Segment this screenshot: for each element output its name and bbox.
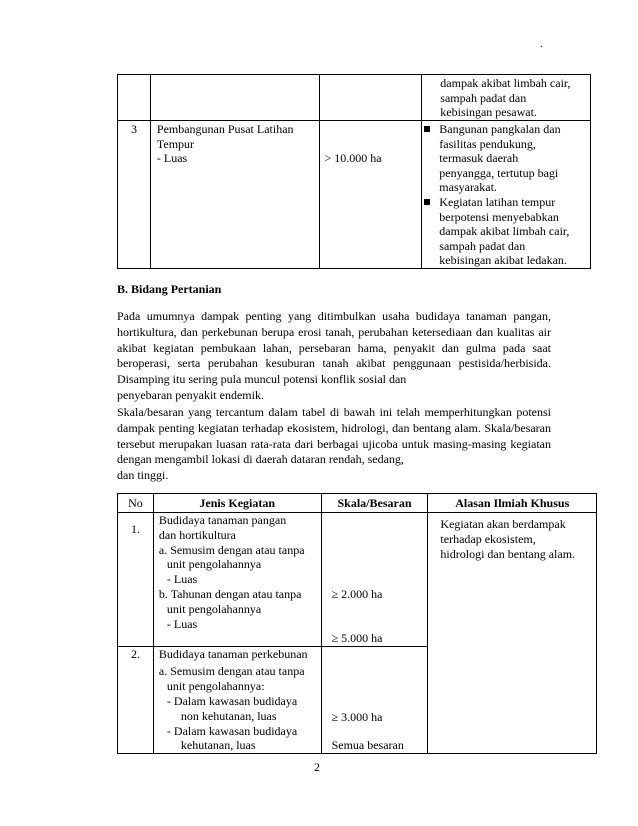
row-number: 2. <box>118 646 154 754</box>
reason-cell <box>422 121 591 269</box>
reason-cell <box>422 75 591 121</box>
row-number: 1. <box>118 513 154 647</box>
row-number: 3 <box>118 121 151 269</box>
table-row <box>118 75 591 121</box>
activity-cell: Budidaya tanaman perkebunan a. Semusim dengan atau tanpa unit pengolahannya: - Dalam kawasan budidaya non kehutanan, luas - Dalam kawasan budidaya kehutanan, luas <box>153 646 321 754</box>
activity-line: Pembangunan Pusat Latihan <box>156 122 294 136</box>
bullet-item: Bangunan pangkalan dan fasilitas pendukung, termasuk daerah penyangga, tertutup bagi masyarakat. <box>422 122 590 195</box>
reason-line: kebisingan pesawat. <box>440 105 537 120</box>
table-header-row <box>118 494 597 513</box>
reason-cell: Kegiatan akan berdampak terhadap ekosistem, hidrologi dan bentang alam. <box>428 513 597 754</box>
activity-line: Tempur <box>156 136 195 151</box>
table-row <box>118 121 591 269</box>
table-row <box>118 513 597 647</box>
activity-cell: Budidaya tanaman pangan dan hortikultura a. Semusim dengan atau tanpa unit pengolahannya - Luas b. Tahunan dengan atau tanpa unit pengolahannya - Luas <box>153 513 321 647</box>
col-header-scale: Skala/Besaran <box>321 494 428 513</box>
reason-line: sampah padat dan <box>440 90 527 105</box>
scale-cell: > 10.000 ha <box>319 121 422 269</box>
section-heading: B. Bidang Pertanian <box>117 282 222 296</box>
bullet-item: Kegiatan latihan tempur berpotensi menyebabkan dampak akibat limbah cair, sampah padat dan kebisingan akibat ledakan. <box>422 195 590 268</box>
paragraph-impacts: Pada umumnya dampak penting yang ditimbulkan usaha budidaya tanaman pangan, hortikultura, dan perkebunan berupa erosi tanah, perubahan ketersediaan dan kualitas air akibat kegiatan pembukaan lahan, persebaran hama, penyakit dan gulma pada saat beroperasi, serta perubahan kesuburan tanah akibat penggunaan pestisida/herbisida. Disamping itu sering pula muncul potensi konflik sosial dan penyebaran penyakit endemik. <box>117 309 551 402</box>
table-activities-continued <box>117 74 591 269</box>
col-header-activity: Jenis Kegiatan <box>153 494 321 513</box>
activity-line: - Luas <box>156 151 188 166</box>
col-header-no: No <box>118 494 154 513</box>
page-number: 2 <box>314 760 320 774</box>
paragraph-scale: Skala/besaran yang tercantum dalam tabel di bawah ini telah memperhitungkan potensi dampak penting kegiatan terhadap ekosistem, hidrologi, dan bentang alam. Skala/besaran tersebut merupakan luasan rata-rata dari berbagai ujicoba untuk masing-masing kegiatan dengan mengambil lokasi di daerah dataran rendah, sedang, dan tinggi. <box>117 405 551 483</box>
scale-cell: ≥ 2.000 ha ≥ 5.000 ha <box>321 513 428 647</box>
scale-cell: ≥ 3.000 ha Semua besaran <box>321 646 428 754</box>
square-bullet-icon <box>424 126 430 132</box>
square-bullet-icon <box>424 199 430 205</box>
activity-cell <box>150 121 319 269</box>
table-agriculture <box>117 493 597 754</box>
top-mark: . <box>540 36 543 50</box>
reason-line: dampak akibat limbah cair, <box>440 76 571 90</box>
col-header-reason: Alasan Ilmiah Khusus <box>428 494 597 513</box>
